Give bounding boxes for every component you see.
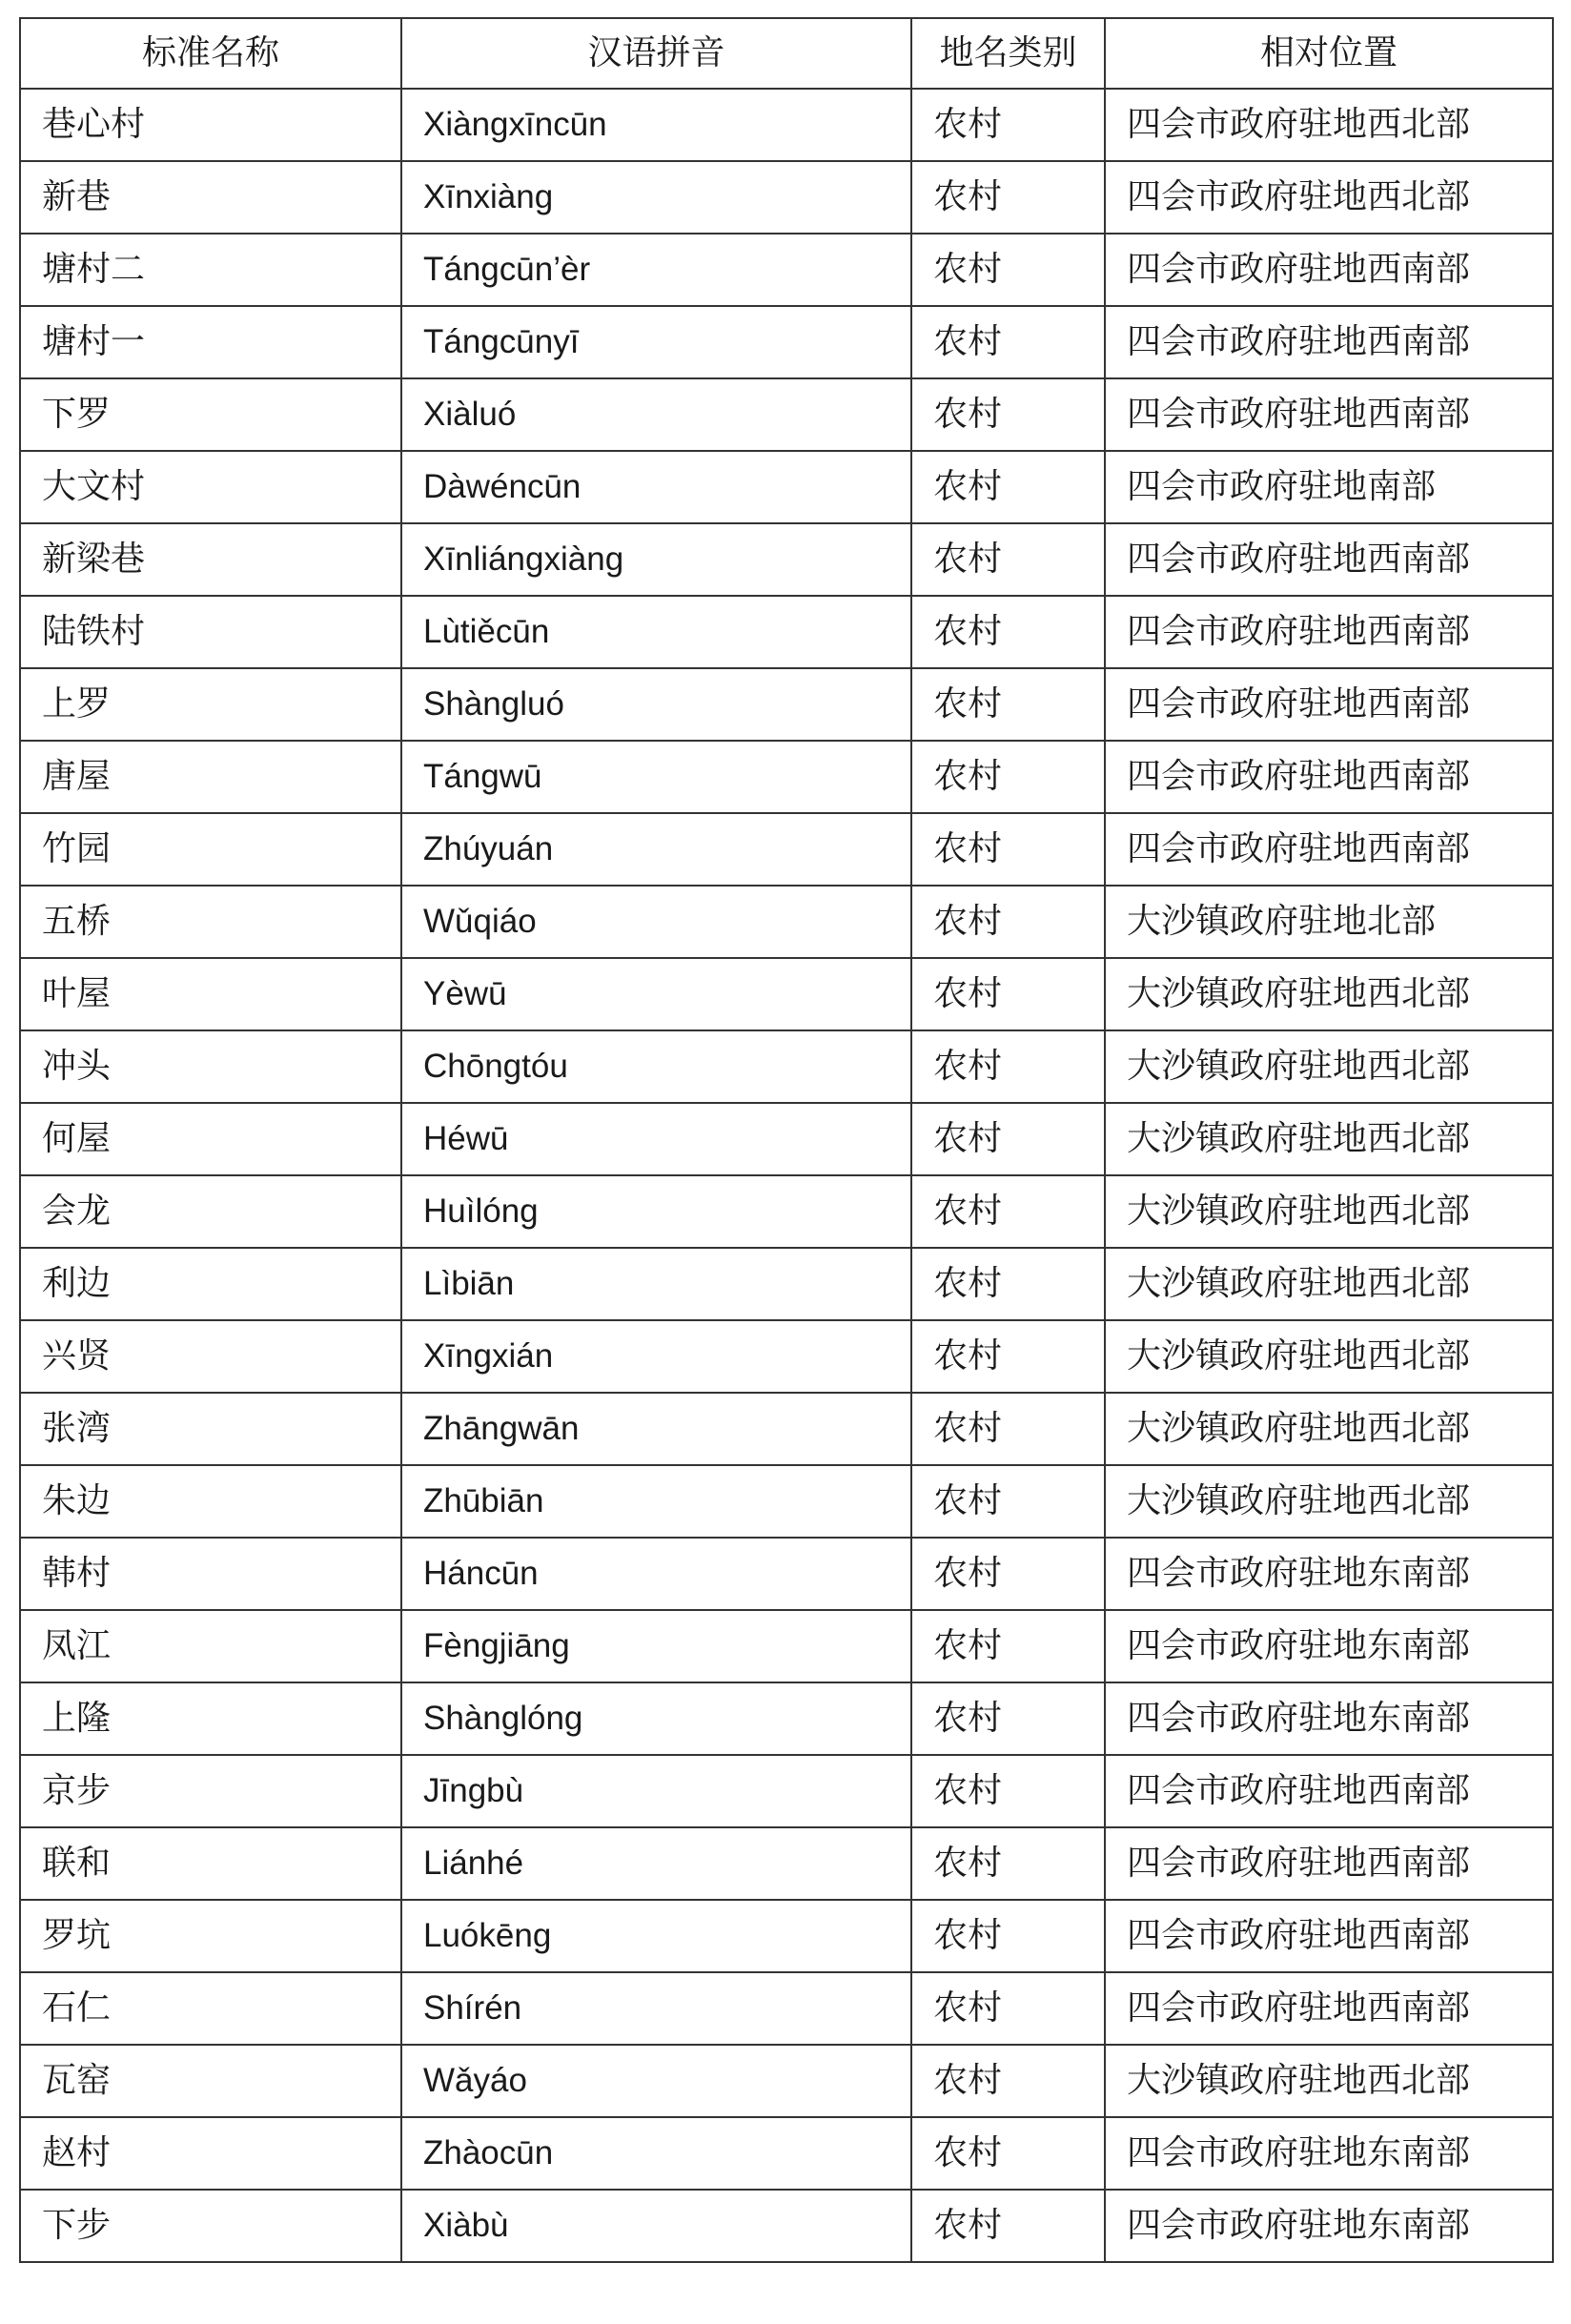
cell-relative-position: 四会市政府驻地西南部: [1105, 668, 1553, 741]
cell-standard-name: 石仁: [20, 1972, 401, 2045]
table-row: [20, 1610, 1553, 1682]
cell-standard-name: 罗坑: [20, 1900, 401, 1972]
cell-standard-name: 叶屋: [20, 958, 401, 1030]
table-row: [20, 523, 1553, 596]
cell-relative-position: 四会市政府驻地西南部: [1105, 741, 1553, 813]
cell-standard-name: 朱边: [20, 1465, 401, 1538]
cell-category: 农村: [911, 1175, 1105, 1248]
table-row: [20, 2190, 1553, 2262]
cell-relative-position: 四会市政府驻地西南部: [1105, 306, 1553, 378]
cell-standard-name: 唐屋: [20, 741, 401, 813]
cell-pinyin: Shànglóng: [401, 1682, 911, 1755]
cell-pinyin: Xiàngxīncūn: [401, 89, 911, 161]
cell-pinyin: Chōngtóu: [401, 1030, 911, 1103]
cell-relative-position: 大沙镇政府驻地西北部: [1105, 1103, 1553, 1175]
table-row: [20, 1755, 1553, 1827]
cell-category: 农村: [911, 596, 1105, 668]
cell-standard-name: 陆铁村: [20, 596, 401, 668]
cell-relative-position: 四会市政府驻地南部: [1105, 451, 1553, 523]
table-row: [20, 813, 1553, 886]
cell-relative-position: 大沙镇政府驻地西北部: [1105, 958, 1553, 1030]
cell-relative-position: 大沙镇政府驻地西北部: [1105, 1175, 1553, 1248]
header-pinyin: 汉语拼音: [401, 18, 911, 89]
cell-category: 农村: [911, 2117, 1105, 2190]
cell-category: 农村: [911, 523, 1105, 596]
cell-pinyin: Jīngbù: [401, 1755, 911, 1827]
cell-relative-position: 大沙镇政府驻地西北部: [1105, 1030, 1553, 1103]
cell-pinyin: Huìlóng: [401, 1175, 911, 1248]
table-row: [20, 1393, 1553, 1465]
table-row: [20, 89, 1553, 161]
cell-standard-name: 赵村: [20, 2117, 401, 2190]
cell-relative-position: 四会市政府驻地东南部: [1105, 2117, 1553, 2190]
cell-category: 农村: [911, 1900, 1105, 1972]
cell-pinyin: Xīnxiàng: [401, 161, 911, 234]
cell-relative-position: 大沙镇政府驻地西北部: [1105, 1248, 1553, 1320]
cell-pinyin: Xiàbù: [401, 2190, 911, 2262]
table-row: [20, 1248, 1553, 1320]
cell-category: 农村: [911, 886, 1105, 958]
cell-standard-name: 上罗: [20, 668, 401, 741]
table-row: [20, 161, 1553, 234]
table-row: [20, 306, 1553, 378]
cell-standard-name: 京步: [20, 1755, 401, 1827]
header-standard-name: 标准名称: [20, 18, 401, 89]
cell-standard-name: 上隆: [20, 1682, 401, 1755]
cell-relative-position: 四会市政府驻地西南部: [1105, 234, 1553, 306]
cell-relative-position: 四会市政府驻地东南部: [1105, 1682, 1553, 1755]
cell-pinyin: Wǎyáo: [401, 2045, 911, 2117]
cell-pinyin: Zhàocūn: [401, 2117, 911, 2190]
cell-pinyin: Xīngxián: [401, 1320, 911, 1393]
cell-standard-name: 联和: [20, 1827, 401, 1900]
cell-pinyin: Luókēng: [401, 1900, 911, 1972]
table-header-row: [20, 18, 1553, 89]
cell-pinyin: Fèngjiāng: [401, 1610, 911, 1682]
cell-category: 农村: [911, 1827, 1105, 1900]
cell-category: 农村: [911, 2045, 1105, 2117]
cell-category: 农村: [911, 1248, 1105, 1320]
table-row: [20, 1900, 1553, 1972]
cell-pinyin: Háncūn: [401, 1538, 911, 1610]
table-row: [20, 1175, 1553, 1248]
table-row: [20, 741, 1553, 813]
table-row: [20, 2117, 1553, 2190]
table-row: [20, 1103, 1553, 1175]
cell-pinyin: Yèwū: [401, 958, 911, 1030]
cell-relative-position: 四会市政府驻地西北部: [1105, 89, 1553, 161]
cell-category: 农村: [911, 813, 1105, 886]
table-row: [20, 1827, 1553, 1900]
cell-standard-name: 张湾: [20, 1393, 401, 1465]
cell-standard-name: 五桥: [20, 886, 401, 958]
cell-relative-position: 四会市政府驻地西南部: [1105, 1755, 1553, 1827]
cell-pinyin: Héwū: [401, 1103, 911, 1175]
table-row: [20, 1538, 1553, 1610]
table-row: [20, 1682, 1553, 1755]
cell-standard-name: 下步: [20, 2190, 401, 2262]
cell-category: 农村: [911, 234, 1105, 306]
cell-relative-position: 四会市政府驻地西北部: [1105, 161, 1553, 234]
table-row: [20, 378, 1553, 451]
cell-category: 农村: [911, 451, 1105, 523]
cell-standard-name: 何屋: [20, 1103, 401, 1175]
cell-relative-position: 大沙镇政府驻地西北部: [1105, 2045, 1553, 2117]
cell-standard-name: 大文村: [20, 451, 401, 523]
cell-category: 农村: [911, 1682, 1105, 1755]
header-relative-position: 相对位置: [1105, 18, 1553, 89]
cell-category: 农村: [911, 89, 1105, 161]
cell-standard-name: 兴贤: [20, 1320, 401, 1393]
cell-category: 农村: [911, 1465, 1105, 1538]
cell-relative-position: 四会市政府驻地西南部: [1105, 1900, 1553, 1972]
cell-pinyin: Zhāngwān: [401, 1393, 911, 1465]
cell-relative-position: 四会市政府驻地西南部: [1105, 596, 1553, 668]
cell-relative-position: 大沙镇政府驻地西北部: [1105, 1320, 1553, 1393]
cell-category: 农村: [911, 161, 1105, 234]
cell-pinyin: Tángwū: [401, 741, 911, 813]
cell-standard-name: 巷心村: [20, 89, 401, 161]
cell-category: 农村: [911, 378, 1105, 451]
cell-standard-name: 新梁巷: [20, 523, 401, 596]
cell-category: 农村: [911, 741, 1105, 813]
cell-pinyin: Xiàluó: [401, 378, 911, 451]
cell-pinyin: Liánhé: [401, 1827, 911, 1900]
cell-category: 农村: [911, 1538, 1105, 1610]
cell-relative-position: 四会市政府驻地东南部: [1105, 1538, 1553, 1610]
cell-standard-name: 会龙: [20, 1175, 401, 1248]
table-body: [20, 89, 1553, 2262]
cell-pinyin: Dàwéncūn: [401, 451, 911, 523]
cell-pinyin: Tángcūnyī: [401, 306, 911, 378]
document-page: [19, 17, 1552, 2263]
cell-category: 农村: [911, 306, 1105, 378]
cell-category: 农村: [911, 1320, 1105, 1393]
cell-standard-name: 瓦窑: [20, 2045, 401, 2117]
cell-standard-name: 韩村: [20, 1538, 401, 1610]
header-category: 地名类别: [911, 18, 1105, 89]
cell-relative-position: 四会市政府驻地东南部: [1105, 1610, 1553, 1682]
table-row: [20, 1030, 1553, 1103]
cell-pinyin: Shàngluó: [401, 668, 911, 741]
cell-relative-position: 四会市政府驻地西南部: [1105, 813, 1553, 886]
cell-category: 农村: [911, 958, 1105, 1030]
table-row: [20, 451, 1553, 523]
cell-category: 农村: [911, 1972, 1105, 2045]
cell-relative-position: 大沙镇政府驻地西北部: [1105, 1393, 1553, 1465]
cell-relative-position: 四会市政府驻地西南部: [1105, 523, 1553, 596]
cell-standard-name: 竹园: [20, 813, 401, 886]
cell-standard-name: 塘村一: [20, 306, 401, 378]
cell-standard-name: 凤江: [20, 1610, 401, 1682]
cell-pinyin: Wǔqiáo: [401, 886, 911, 958]
cell-standard-name: 新巷: [20, 161, 401, 234]
table-row: [20, 886, 1553, 958]
cell-category: 农村: [911, 1030, 1105, 1103]
cell-standard-name: 冲头: [20, 1030, 401, 1103]
table-row: [20, 2045, 1553, 2117]
cell-category: 农村: [911, 2190, 1105, 2262]
cell-pinyin: Zhūbiān: [401, 1465, 911, 1538]
cell-pinyin: Shírén: [401, 1972, 911, 2045]
cell-relative-position: 四会市政府驻地西南部: [1105, 378, 1553, 451]
cell-pinyin: Tángcūn’èr: [401, 234, 911, 306]
cell-pinyin: Lùtiěcūn: [401, 596, 911, 668]
cell-category: 农村: [911, 1393, 1105, 1465]
cell-category: 农村: [911, 1103, 1105, 1175]
cell-standard-name: 下罗: [20, 378, 401, 451]
table-row: [20, 1972, 1553, 2045]
table-row: [20, 1465, 1553, 1538]
cell-relative-position: 四会市政府驻地西南部: [1105, 1827, 1553, 1900]
cell-relative-position: 大沙镇政府驻地西北部: [1105, 1465, 1553, 1538]
cell-pinyin: Xīnliángxiàng: [401, 523, 911, 596]
cell-relative-position: 四会市政府驻地东南部: [1105, 2190, 1553, 2262]
cell-pinyin: Zhúyuán: [401, 813, 911, 886]
place-name-table: [19, 17, 1554, 2263]
cell-category: 农村: [911, 1610, 1105, 1682]
cell-relative-position: 大沙镇政府驻地北部: [1105, 886, 1553, 958]
table-row: [20, 668, 1553, 741]
cell-standard-name: 塘村二: [20, 234, 401, 306]
cell-category: 农村: [911, 1755, 1105, 1827]
table-row: [20, 596, 1553, 668]
table-row: [20, 234, 1553, 306]
cell-relative-position: 四会市政府驻地西南部: [1105, 1972, 1553, 2045]
table-row: [20, 958, 1553, 1030]
cell-pinyin: Lìbiān: [401, 1248, 911, 1320]
table-row: [20, 1320, 1553, 1393]
cell-standard-name: 利边: [20, 1248, 401, 1320]
cell-category: 农村: [911, 668, 1105, 741]
